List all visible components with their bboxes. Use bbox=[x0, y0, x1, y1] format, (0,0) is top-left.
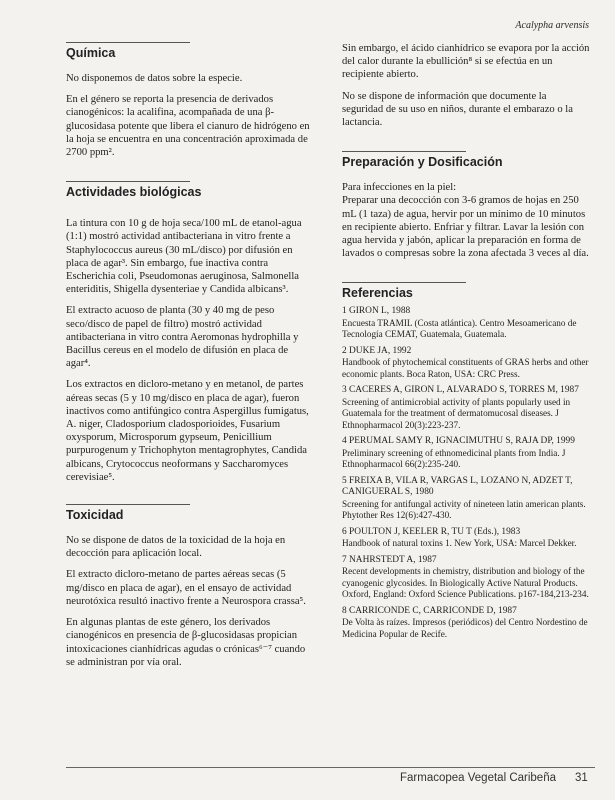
section-title-quimica: Química bbox=[66, 46, 116, 60]
reference-head: 2 DUKE JA, 1992 bbox=[342, 345, 412, 356]
reference-head: 7 NAHRSTEDT A, 1987 bbox=[342, 554, 437, 565]
toxicidad-continuation-paragraph-1: Sin embargo, el ácido cianhídrico se evapora por la acción del calor durante la ebullición⁸ si se efectúa en un recipiente abierto. bbox=[342, 43, 590, 81]
running-header-species: Acalypha arvensis bbox=[515, 20, 589, 31]
section-title-referencias: Referencias bbox=[342, 286, 413, 301]
section-rule bbox=[342, 151, 466, 152]
quimica-paragraph-2: En el género se reporta la presencia de derivados cianogénicos: la acalifina, acompañada de una β-glucosidasa potente que libera el cianuro de hidrógeno en la hoja se encuentra en una concentración aproximada de 2700 ppm². bbox=[66, 94, 310, 159]
right-column bbox=[342, 36, 590, 645]
actividades-paragraph-1: La tintura con 10 g de hoja seca/100 mL de etanol-agua (1:1) mostró actividad antibacteriana in vitro frente a Staphylococcus aureus (30 mL/disco) por difusión en placa de agar³. Sin embargo, fue inactiva contra Escherichia coli, Pseudomonas aeruginosa, Salmonella enteriditis, Shigella dysenteriae y Candida albicans³. bbox=[66, 218, 302, 296]
reference-item bbox=[342, 385, 590, 431]
section-rule bbox=[66, 181, 190, 182]
reference-item bbox=[342, 346, 590, 381]
section-quimica bbox=[66, 42, 310, 159]
section-preparacion bbox=[342, 151, 590, 260]
reference-body: Preliminary screening of ethnomedicinal plants from India. J Ethnopharmacol 66(2):235-240. bbox=[342, 447, 566, 470]
reference-head: 3 CACERES A, GIRON L, ALVARADO S, TORRES M, 1987 bbox=[342, 385, 579, 396]
reference-body: Handbook of natural toxins 1. New York, USA: Marcel Dekker. bbox=[342, 538, 577, 549]
toxicidad-paragraph-2: El extracto dicloro-metano de partes aéreas secas (5 mg/disco en placa de agar), en el ensayo de actividad neurotóxica resultó inactivo frente a Neurospora crassa⁵. bbox=[66, 569, 306, 607]
reference-head: 8 CARRICONDE C, CARRICONDE D, 1987 bbox=[342, 605, 517, 616]
section-title-actividades: Actividades biológicas bbox=[66, 185, 202, 200]
reference-item bbox=[342, 476, 590, 522]
reference-item bbox=[342, 527, 590, 550]
footer-rule bbox=[66, 767, 595, 768]
reference-body: Encuesta TRAMIL (Costa atlántica). Centro Mesoamericano de Tecnología CEMAT, Guatemala, Guatemala. bbox=[342, 317, 577, 340]
section-rule bbox=[66, 42, 190, 43]
actividades-paragraph-2: El extracto acuoso de planta (30 y 40 mg de peso seco/disco de papel de filtro) mostró actividad antibacteriana in vitro contra Aeromonas hydrophilla y Bacillus cereus en el modelo de difusión en placa de agar⁴. bbox=[66, 305, 299, 370]
left-column bbox=[66, 36, 310, 677]
reference-item bbox=[342, 306, 590, 341]
reference-body: Screening of antimicrobial activity of plants popularly used in Guatemala for the treatment of dermatomucosal diseases. J Ethnopharmacol 20(3):223-237. bbox=[342, 396, 571, 430]
reference-head: 5 FREIXA B, VILA R, VARGAS L, LOZANO N, ADZET T, CANIGUERAL S, 1980 bbox=[342, 475, 573, 498]
reference-body: Recent developments in chemistry, distribution and biology of the cyanogenic glycosides. In Biologically Active Natural Products. Oxford, England: Oxford Science Publications. p167-184,213-234. bbox=[342, 566, 589, 600]
section-rule bbox=[342, 282, 466, 283]
section-title-preparacion: Preparación y Dosificación bbox=[342, 155, 503, 170]
reference-head: 4 PERUMAL SAMY R, IGNACIMUTHU S, RAJA DP, 1999 bbox=[342, 436, 575, 447]
reference-head: 6 POULTON J, KEELER R, TU T (Eds.), 1983 bbox=[342, 526, 521, 537]
reference-head: 1 GIRON L, 1988 bbox=[342, 306, 411, 317]
section-title-toxicidad: Toxicidad bbox=[66, 508, 124, 523]
preparacion-paragraph-1: Para infecciones en la piel: bbox=[342, 182, 457, 194]
quimica-paragraph-1: No disponemos de datos sobre la especie. bbox=[66, 73, 243, 84]
section-toxicidad bbox=[66, 504, 310, 669]
actividades-paragraph-3: Los extractos en dicloro-metano y en metanol, de partes aéreas secas (5 y 10 mg/disco en placa de agar), fueron inactivos como antifúngico contra Aspergillus fumigatus, A. niger, Cladosporium cladosporioides, Fusarium oxysporum, Microsporum gypseum, Penicillium purpurogenum y Trichophyton mentagrophytes, Candida albicans, Crytococcus neoformans y Saccharomyces cerevisiae⁵. bbox=[66, 379, 309, 483]
toxicidad-paragraph-3: En algunas plantas de este género, los derivados cianogénicos en presencia de β-glucosidasas propician intoxicaciones cianhídricas agudas o crónicas⁶⁻⁷ cuando se administran por vía oral. bbox=[66, 617, 306, 668]
section-rule bbox=[66, 504, 190, 505]
reference-item bbox=[342, 436, 590, 471]
reference-body: Handbook of phytochemical constituents of GRAS herbs and other economic plants. Boca Raton, USA: CRC Press. bbox=[342, 357, 589, 379]
toxicidad-paragraph-1: No se dispone de datos de la toxicidad de la hoja en decocción para aplicación local. bbox=[66, 535, 286, 560]
preparacion-paragraph-2: Preparar una decocción con 3-6 gramos de hojas en 250 mL (1 taza) de agua, hervir por un mínimo de 10 minutos en recipiente abierto. Enfriar y filtrar. Lavar la lesión con agua hervida y jabón, aplicar la preparación en forma de lavados o compresas sobre la zona afectada 3 veces al día. bbox=[342, 195, 589, 260]
section-referencias bbox=[342, 282, 590, 640]
page-number: 31 bbox=[575, 772, 588, 784]
reference-item bbox=[342, 606, 590, 641]
reference-body: De Volta às raízes. Impresos (periódicos) del Centro Nordestino de Medicina Popular de Recife. bbox=[342, 617, 588, 639]
reference-body: Screening for antifungal activity of nineteen latin american plants. Phytother Res 12(6):427-430. bbox=[342, 498, 586, 521]
toxicidad-continuation-paragraph-2: No se dispone de información que documente la seguridad de su uso en niños, durante el embarazo o la lactancia. bbox=[342, 90, 573, 129]
footer-title: Farmacopea Vegetal Caribeña bbox=[400, 772, 556, 784]
reference-item bbox=[342, 555, 590, 601]
section-actividades bbox=[66, 181, 310, 484]
